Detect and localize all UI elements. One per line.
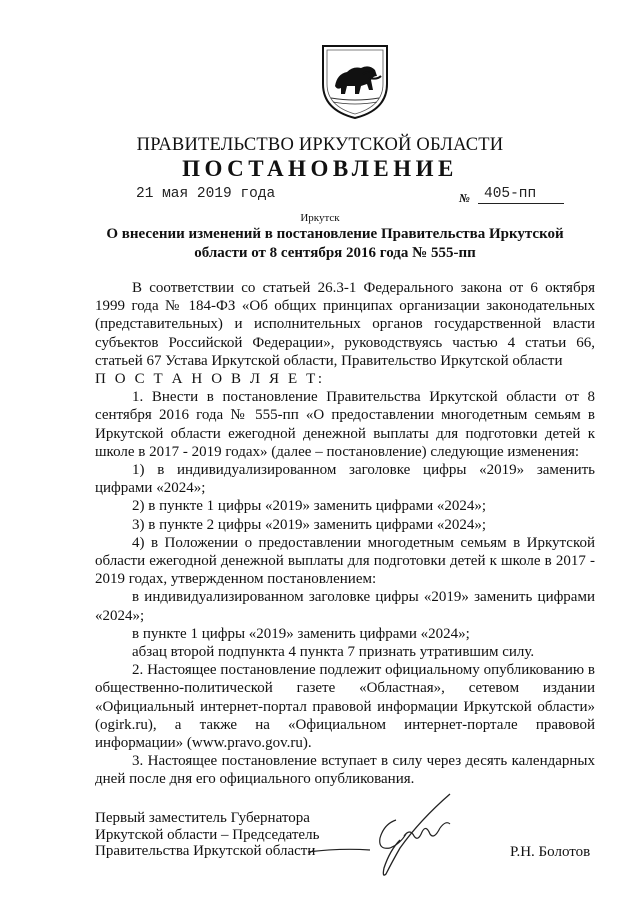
paragraph-1-item-3: 3) в пункте 2 цифры «2019» заменить цифрами «2024»; xyxy=(132,516,487,533)
paragraph-3: 3. Настоящее постановление вступает в силу через десять календарных дней после дня его официального опубликования. xyxy=(95,753,595,788)
paragraph-1-item-1: 1) в индивидуализированном заголовке цифры «2019» заменить цифрами «2024»; xyxy=(95,462,595,497)
document-body xyxy=(95,279,595,789)
government-title: ПРАВИТЕЛЬСТВО ИРКУТСКОЙ ОБЛАСТИ xyxy=(136,135,504,155)
paragraph-1-item-4: 4) в Положении о предоставлении многодетным семьям в Иркутской области ежегодной денежной выплаты для подготовки детей к школе в 2017 - 2019 годах, утвержденном постановлением: xyxy=(95,534,595,588)
paragraph-1-item-4a: в индивидуализированном заголовке цифры «2019» заменить цифрами «2024»; xyxy=(95,589,595,624)
number-sign: № xyxy=(459,191,470,205)
document-type: ПОСТАНОВЛЕНИЕ xyxy=(182,156,458,181)
coat-of-arms-icon xyxy=(317,40,393,120)
paragraph-1: 1. Внести в постановление Правительства Иркутской области от 8 сентября 2016 года № 555-пп «О предоставлении многодетным семьям в Иркутской области ежегодной денежной выплаты для подготовки детей к школе в 2017 - 2019 годах» (далее – постановление) следующие изменения: xyxy=(95,389,595,460)
position-line-2: Иркутской области – Председатель xyxy=(95,826,320,843)
subject-line-2: области от 8 сентября 2016 года № 555-пп xyxy=(194,245,476,261)
paragraph-1-item-4c: абзац второй подпункта 4 пункта 7 признать утратившим силу. xyxy=(132,644,535,661)
position-line-3: Правительства Иркутской области xyxy=(95,843,316,859)
city: Иркутск xyxy=(300,212,340,224)
document-number: 405-пп xyxy=(478,186,564,204)
preamble-paragraph: В соответствии со статьей 26.3-1 Федерального закона от 6 октября 1999 года № 184-ФЗ «Об общих принципах организации законодательных (представительных) и исполнительных органов государственной власти субъектов Российской Федерации», руководствуясь частью 4 статьи 66, статьей 67 Устава Иркутской области, Правительство Иркутской области xyxy=(95,280,595,369)
signatory-position xyxy=(95,810,319,860)
subject-line-1: О внесении изменений в постановление Правительства Иркутской xyxy=(106,226,564,242)
signatory-name: Р.Н. Болотов xyxy=(510,844,591,860)
paragraph-1-item-2: 2) в пункте 1 цифры «2019» заменить цифрами «2024»; xyxy=(132,498,487,515)
document-subject xyxy=(95,225,575,263)
resolves-heading: П О С Т А Н О В Л Я Е Т: xyxy=(95,371,325,388)
paragraph-2: 2. Настоящее постановление подлежит официальному опубликованию в общественно-политической газете «Областная», сетевом издании «Официальный интернет-портал правовой информации Иркутской области» (ogirk.ru), а также на «Официальном интернет-портале правовой информации» (www.pravo.gov.ru). xyxy=(95,662,595,752)
handwritten-signature xyxy=(300,790,470,880)
paragraph-1-item-4b: в пункте 1 цифры «2019» заменить цифрами «2024»; xyxy=(132,625,470,642)
document-date: 21 мая 2019 года xyxy=(136,186,276,202)
position-line-1: Первый заместитель Губернатора xyxy=(95,810,310,826)
